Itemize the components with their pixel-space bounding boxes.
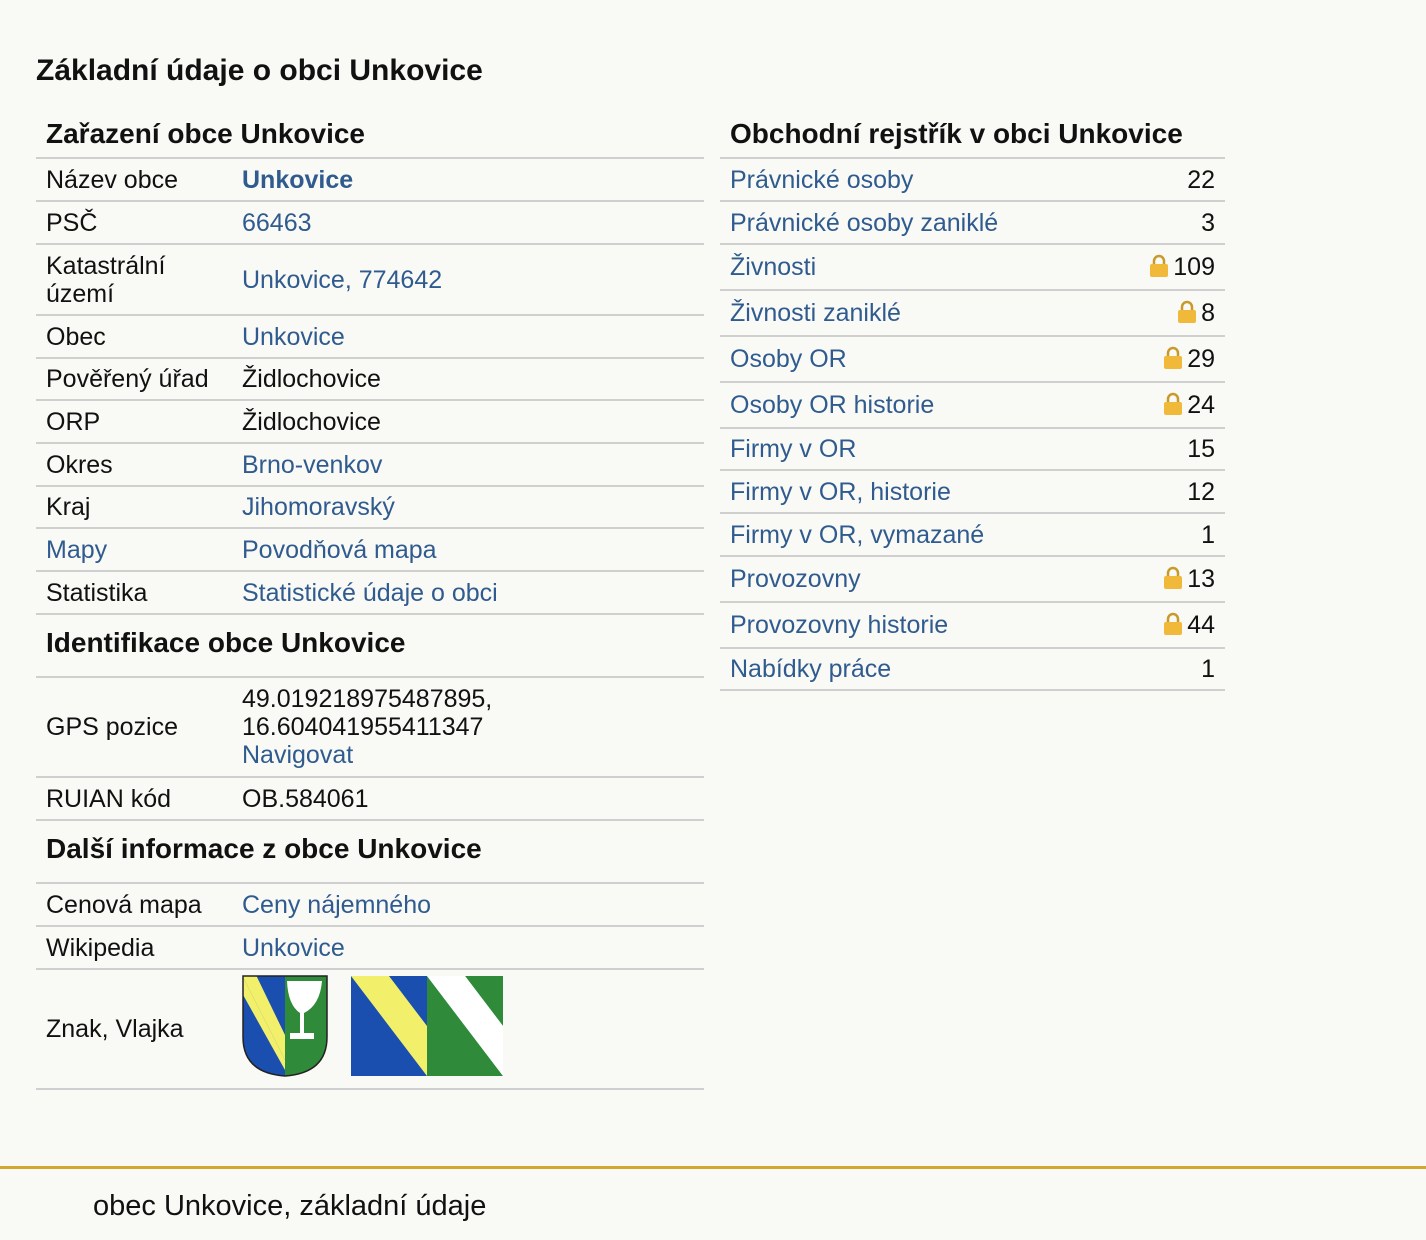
rejstrik-row <box>720 556 1225 602</box>
rejstrik-count: 22 <box>1109 159 1225 201</box>
navigovat-link[interactable]: Navigovat <box>242 741 354 769</box>
povereny-urad-value: Židlochovice <box>232 358 704 400</box>
lock-icon <box>1163 346 1183 370</box>
kraj-link[interactable]: Jihomoravský <box>242 493 395 521</box>
lock-icon <box>1163 392 1183 416</box>
row-key: PSČ <box>36 201 232 244</box>
rejstrik-count: 24 <box>1187 391 1215 419</box>
rejstrik-count: 1 <box>1109 648 1225 690</box>
row-kraj <box>36 486 704 528</box>
row-ruian <box>36 777 704 820</box>
nazev-link[interactable]: Unkovice <box>242 165 354 194</box>
row-orp <box>36 400 704 443</box>
row-psc <box>36 201 704 244</box>
rejstrik-heading: Obchodní rejstřík v obci Unkovice <box>720 110 1225 159</box>
row-key: ORP <box>36 400 232 443</box>
katastralni-uzemi-link[interactable]: Unkovice, 774642 <box>242 265 443 294</box>
statistika-link[interactable]: Statistické údaje o obci <box>242 578 498 607</box>
rejstrik-count: 109 <box>1173 253 1215 281</box>
row-znak-vlajka <box>36 969 704 1089</box>
row-wikipedia <box>36 926 704 969</box>
psc-link[interactable]: 66463 <box>242 208 312 237</box>
rejstrik-row <box>720 428 1225 470</box>
rejstrik-row <box>720 602 1225 648</box>
rejstrik-count: 12 <box>1109 470 1225 513</box>
zarazeni-table <box>36 159 704 615</box>
ceny-najemneho-link[interactable]: Ceny nájemného <box>242 890 432 919</box>
okres-link[interactable]: Brno-venkov <box>242 450 383 479</box>
rejstrik-row <box>720 159 1225 201</box>
rejstrik-table <box>720 159 1225 691</box>
row-mapy <box>36 528 704 571</box>
povodnova-mapa-link[interactable]: Povodňová mapa <box>242 535 437 564</box>
row-nazev <box>36 159 704 201</box>
row-key: Pověřený úřad <box>36 358 232 400</box>
row-key: RUIAN kód <box>36 777 232 820</box>
rejstrik-count: 1 <box>1109 513 1225 556</box>
wikipedia-link[interactable]: Unkovice <box>242 933 345 962</box>
rejstrik-link-osoby-or-historie[interactable]: Osoby OR historie <box>730 391 935 419</box>
footer-divider <box>0 1166 1426 1169</box>
row-povereny-urad <box>36 358 704 400</box>
row-statistika <box>36 571 704 614</box>
rejstrik-link-firmy-v-or-historie[interactable]: Firmy v OR, historie <box>730 477 951 506</box>
left-column <box>36 110 704 1090</box>
rejstrik-link-firmy-v-or-vymazane[interactable]: Firmy v OR, vymazané <box>730 520 985 549</box>
footer-text: obec Unkovice, základní údaje <box>93 1190 487 1222</box>
rejstrik-link-pravnicke-osoby-zanikle[interactable]: Právnické osoby zaniklé <box>730 208 999 237</box>
rejstrik-link-provozovny[interactable]: Provozovny <box>730 565 861 593</box>
rejstrik-link-provozovny-historie[interactable]: Provozovny historie <box>730 611 949 639</box>
ruian-value: OB.584061 <box>232 777 704 820</box>
rejstrik-count: 15 <box>1109 428 1225 470</box>
page-title: Základní údaje o obci Unkovice <box>36 54 483 87</box>
row-obec <box>36 315 704 358</box>
dalsi-heading: Další informace z obce Unkovice <box>36 821 704 884</box>
coat-of-arms-image[interactable] <box>242 975 328 1077</box>
row-key: Cenová mapa <box>36 884 232 926</box>
rejstrik-link-zivnosti[interactable]: Živnosti <box>730 253 817 281</box>
gps-lat: 49.019218975487895, <box>242 685 493 713</box>
lock-icon <box>1163 612 1183 636</box>
lock-icon <box>1149 254 1169 278</box>
rejstrik-count: 29 <box>1187 345 1215 373</box>
zarazeni-heading: Zařazení obce Unkovice <box>36 110 704 159</box>
row-cenova-mapa <box>36 884 704 926</box>
rejstrik-row <box>720 513 1225 556</box>
rejstrik-row <box>720 290 1225 336</box>
identifikace-heading: Identifikace obce Unkovice <box>36 615 704 678</box>
rejstrik-row <box>720 648 1225 690</box>
right-column <box>720 110 1225 691</box>
rejstrik-link-nabidky-prace[interactable]: Nabídky práce <box>730 655 892 683</box>
row-key: Název obce <box>36 159 232 201</box>
rejstrik-link-pravnicke-osoby[interactable]: Právnické osoby <box>730 165 914 194</box>
row-key: Kraj <box>36 486 232 528</box>
rejstrik-row <box>720 336 1225 382</box>
orp-value: Židlochovice <box>232 400 704 443</box>
rejstrik-link-firmy-v-or[interactable]: Firmy v OR <box>730 435 857 463</box>
row-key: GPS pozice <box>36 678 232 777</box>
row-key: Wikipedia <box>36 926 232 969</box>
rejstrik-row <box>720 382 1225 428</box>
row-key: Statistika <box>36 571 232 614</box>
rejstrik-row <box>720 201 1225 244</box>
row-katastralni-uzemi <box>36 244 704 315</box>
rejstrik-row <box>720 244 1225 290</box>
rejstrik-count: 3 <box>1109 201 1225 244</box>
identifikace-table <box>36 678 704 821</box>
rejstrik-link-osoby-or[interactable]: Osoby OR <box>730 345 847 373</box>
row-key: Okres <box>36 443 232 486</box>
flag-image[interactable] <box>351 976 503 1076</box>
row-key: Znak, Vlajka <box>36 969 232 1089</box>
rejstrik-row <box>720 470 1225 513</box>
row-gps <box>36 678 704 777</box>
gps-lon: 16.604041955411347 <box>242 713 484 741</box>
row-key: Katastrální území <box>36 244 232 315</box>
obec-link[interactable]: Unkovice <box>242 322 345 351</box>
row-okres <box>36 443 704 486</box>
lock-icon <box>1177 300 1197 324</box>
rejstrik-count: 44 <box>1187 611 1215 639</box>
rejstrik-link-zivnosti-zanikle[interactable]: Živnosti zaniklé <box>730 299 901 327</box>
rejstrik-count: 13 <box>1187 565 1215 593</box>
rejstrik-count: 8 <box>1201 299 1215 327</box>
row-key: Obec <box>36 315 232 358</box>
lock-icon <box>1163 566 1183 590</box>
mapy-link[interactable]: Mapy <box>46 535 108 564</box>
dalsi-table <box>36 884 704 1090</box>
